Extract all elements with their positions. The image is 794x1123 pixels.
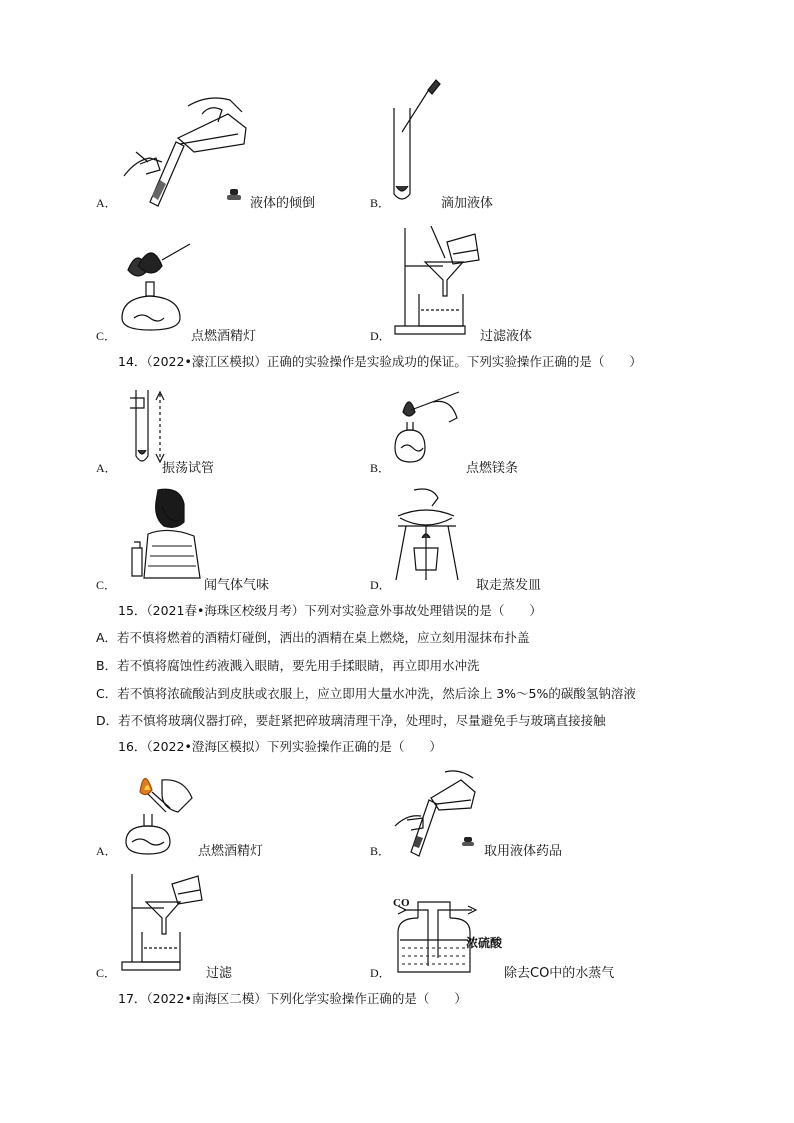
option-b-letter: B．	[370, 461, 391, 475]
option-b-letter: B．	[370, 844, 391, 858]
option-a-letter: A．	[96, 844, 117, 858]
evaporating-dish-figure	[392, 486, 462, 584]
option-b-caption: 点燃镁条	[466, 461, 519, 476]
question-15-stem: 15．（2021春•海珠区校级月考）下列对实验意外事故处理错误的是（ ）	[118, 603, 542, 618]
dropper-figure	[390, 78, 446, 206]
option-c-caption: 闻气体气味	[204, 578, 270, 593]
option-d-letter: D．	[370, 578, 391, 592]
option-d-caption: 取走蒸发皿	[476, 578, 542, 593]
magnesium-burning-figure	[393, 388, 467, 468]
filtering-figure	[393, 222, 483, 338]
option-d-caption: 过滤液体	[480, 329, 533, 344]
option-c-caption: 过滤	[206, 966, 233, 981]
question-16-stem: 16．（2022•澄海区模拟）下列实验操作正确的是（ ）	[118, 739, 442, 754]
option-a-letter: A．	[96, 461, 117, 475]
choice-a: A．若不慎将燃着的酒精灯碰倒，洒出的酒精在桌上燃烧，应立刻用湿抹布扑盖	[96, 630, 530, 645]
choice-c: C．若不慎将浓硫酸沾到皮肤或衣服上，应立即用大量水冲洗，然后涂上 3%～5%的碳酸氢钠溶液	[96, 686, 636, 701]
option-a-letter: A．	[96, 196, 117, 210]
question-14-stem: 14．（2022•濠江区模拟）正确的实验操作是实验成功的保证。下列实验操作正确的是（ ）	[118, 354, 642, 369]
option-c-letter: C．	[96, 966, 117, 980]
option-c-letter: C．	[96, 578, 117, 592]
option-b-caption: 取用液体药品	[484, 844, 563, 859]
stopper-icon	[461, 836, 475, 848]
smelling-gas-figure	[128, 486, 204, 582]
choice-d: D．若不慎将玻璃仪器打碎，要赶紧把碎玻璃清理干净，处理时，尽量避免手与玻璃直接接触	[96, 713, 606, 728]
option-a-caption: 振荡试管	[162, 461, 215, 476]
tilted-lamp-figure	[122, 764, 196, 856]
stopper-icon	[226, 188, 242, 202]
option-d-caption: 除去CO中的水蒸气	[504, 966, 615, 981]
option-a-caption: 点燃酒精灯	[198, 844, 264, 859]
sulfuric-acid-label: 浓硫酸	[466, 936, 503, 950]
option-a-caption: 液体的倾倒	[250, 196, 316, 211]
option-d-letter: D．	[370, 966, 391, 980]
option-c-letter: C．	[96, 329, 117, 343]
option-d-letter: D．	[370, 329, 391, 343]
shaking-tube-figure	[128, 388, 168, 468]
lighting-lamp-figure	[118, 226, 194, 338]
question-17-stem: 17．（2022•南海区二模）下列化学实验操作正确的是（ ）	[118, 991, 467, 1006]
co-gas-label: CO	[393, 897, 410, 909]
choice-b: B．若不慎将腐蚀性药液溅入眼睛，要先用手揉眼睛，再立即用水冲洗	[96, 658, 480, 673]
filtering-figure	[120, 868, 204, 972]
option-b-caption: 滴加液体	[441, 196, 494, 211]
option-c-caption: 点燃酒精灯	[191, 329, 257, 344]
option-b-letter: B．	[370, 196, 391, 210]
